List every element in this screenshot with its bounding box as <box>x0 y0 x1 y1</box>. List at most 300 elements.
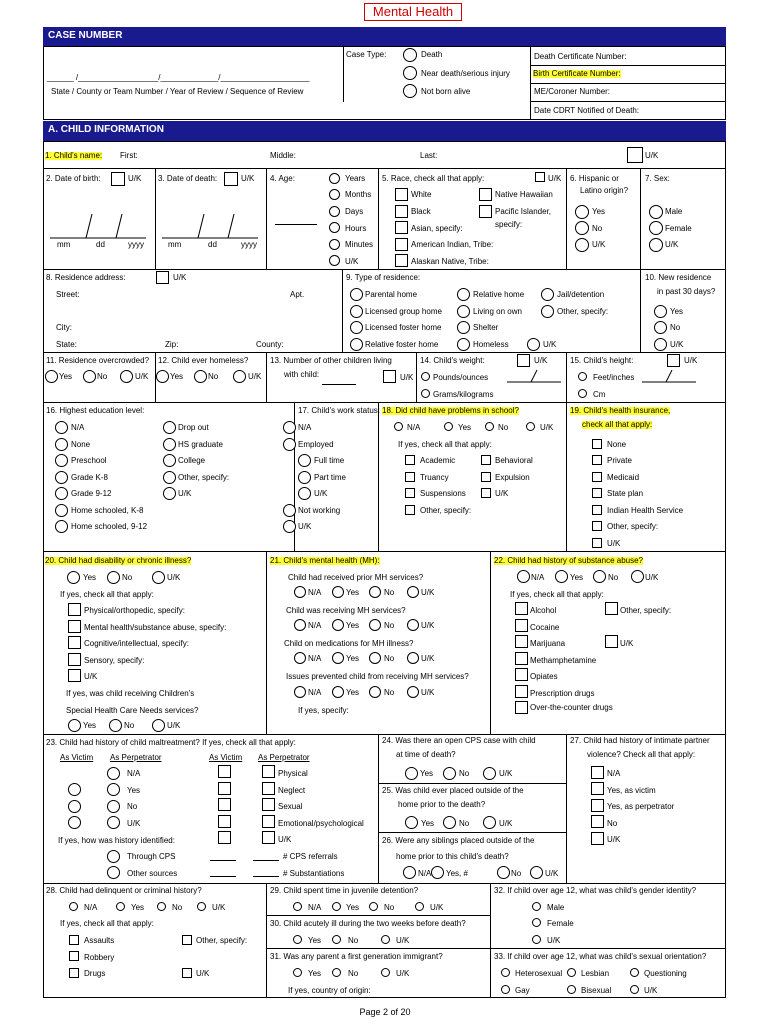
q17-emp-uk-radio[interactable] <box>298 487 311 500</box>
q23-sexual-victim-checkbox[interactable] <box>218 798 231 811</box>
q27-no-checkbox[interactable] <box>591 815 604 828</box>
q14-uk-checkbox[interactable] <box>517 354 530 367</box>
me-coroner-label: ME/Coroner Number: <box>534 87 611 96</box>
q2-uk-checkbox[interactable] <box>111 172 125 186</box>
q33-gay-radio[interactable] <box>501 985 510 994</box>
q23-emotional-victim-checkbox[interactable] <box>218 815 231 828</box>
q22-opiates-checkbox[interactable] <box>515 668 528 681</box>
q22-na-radio[interactable] <box>517 570 530 583</box>
q19-medicaid-checkbox[interactable] <box>592 472 602 482</box>
q6-uk-radio[interactable] <box>575 238 589 252</box>
birth-certificate-label: Birth Certificate Number: <box>533 69 621 78</box>
q18-uk-checkbox[interactable] <box>481 488 491 498</box>
q18-behavioral-label: Behavioral <box>495 456 533 465</box>
q4-minutes-radio[interactable] <box>329 239 340 250</box>
q30-yes-radio[interactable] <box>293 935 302 944</box>
q32-uk-radio[interactable] <box>532 935 541 944</box>
q27-victim-checkbox[interactable] <box>591 782 604 795</box>
q9-relative-home-radio[interactable] <box>457 288 470 301</box>
q16-college-label: College <box>178 456 206 465</box>
q33-questioning-radio[interactable] <box>630 968 639 977</box>
q15-height-field[interactable] <box>640 368 698 384</box>
q4-uk-radio[interactable] <box>329 255 340 266</box>
q28-other-label: Other, specify: <box>196 936 248 945</box>
q21-receiving-no-radio[interactable] <box>369 619 381 631</box>
q5-alaskan-label: Alaskan Native, Tribe: <box>411 257 489 266</box>
q5-pacific-specify: specify: <box>495 220 523 229</box>
q23-perp-no-radio[interactable] <box>107 800 120 813</box>
q21-receiving-yes-radio[interactable] <box>332 619 344 631</box>
q9-shelter-radio[interactable] <box>457 321 470 334</box>
q7-female-label: Female <box>665 224 692 233</box>
q29-uk-radio[interactable] <box>415 902 424 911</box>
q23-cps-radio[interactable] <box>107 850 120 863</box>
q5-american-indian-checkbox[interactable] <box>395 238 408 251</box>
q5-alaskan-checkbox[interactable] <box>395 254 408 267</box>
q21-prior-yes-radio[interactable] <box>332 586 344 598</box>
q12-label: 12. Child ever homeless? <box>158 356 249 365</box>
q25-yes-radio[interactable] <box>405 816 418 829</box>
q9-parental-radio[interactable] <box>350 288 363 301</box>
q20-yes-radio[interactable] <box>67 571 80 584</box>
q23-physical-victim-checkbox[interactable] <box>218 765 231 778</box>
q27-na-checkbox[interactable] <box>591 766 604 779</box>
q24-no-label: No <box>459 769 470 778</box>
q33-questioning-label: Questioning <box>644 969 687 978</box>
q20-mental-label: Mental health/substance abuse, specify: <box>84 623 227 632</box>
q22-other-label: Other, specify: <box>620 606 672 615</box>
q23-victim-no-radio[interactable] <box>68 800 81 813</box>
q15-feet-radio[interactable] <box>578 372 587 381</box>
q32-male-label: Male <box>547 903 565 912</box>
q2-date-slashes <box>48 210 148 240</box>
q20-physical-checkbox[interactable] <box>68 603 81 616</box>
q33-hetero-radio[interactable] <box>501 968 510 977</box>
q9-uk-radio[interactable] <box>527 338 540 351</box>
q21-prior-na-label: N/A <box>308 588 322 597</box>
q13-label2: with child: <box>284 370 320 379</box>
q20-uk-checkbox[interactable] <box>68 669 81 682</box>
q23-emotional-perp-checkbox[interactable] <box>262 815 275 828</box>
q1-middle-label: Middle: <box>270 151 296 160</box>
q28-assaults-checkbox[interactable] <box>69 935 79 945</box>
q31-yes-radio[interactable] <box>293 968 302 977</box>
q21-prior-na-radio[interactable] <box>294 586 306 598</box>
q12-no-radio[interactable] <box>194 370 207 383</box>
q4-minutes-label: Minutes <box>345 240 374 249</box>
q20-physical-label: Physical/orthopedic, specify: <box>84 606 185 615</box>
q12-yes-radio[interactable] <box>156 370 169 383</box>
q10-yes-radio[interactable] <box>654 305 667 318</box>
q25-label2: home prior to the death? <box>398 800 486 809</box>
q28-drugs-label: Drugs <box>84 969 106 978</box>
q26-na-label: N/A <box>418 869 432 878</box>
q21-label: 21. Child's mental health (MH): <box>270 556 380 565</box>
q23-perp-na-radio[interactable] <box>107 767 120 780</box>
q16-none-radio[interactable] <box>55 438 68 451</box>
q5-asian-label: Asian, specify: <box>411 224 463 233</box>
q8-county-label: County: <box>256 340 284 349</box>
q14-grams-label: Grams/kilograms <box>433 390 494 399</box>
q9-foster-radio[interactable] <box>350 321 363 334</box>
q13-uk-checkbox[interactable] <box>383 370 396 383</box>
q18-yes-label: Yes <box>458 423 472 432</box>
q3-yyyy: yyyy <box>241 240 257 249</box>
q16-college-radio[interactable] <box>163 454 176 467</box>
q21-issues-no-label: No <box>384 688 395 697</box>
q23-yes-label: Yes <box>127 786 141 795</box>
q19-ihs-label: Indian Health Service <box>607 506 684 515</box>
q19-stateplan-label: State plan <box>607 489 644 498</box>
q6-no-radio[interactable] <box>575 221 589 235</box>
case-type-death-radio[interactable] <box>403 48 417 62</box>
q21-meds-na-radio[interactable] <box>294 652 306 664</box>
q28-yes-radio[interactable] <box>116 902 125 911</box>
q1-uk-checkbox[interactable] <box>627 147 643 163</box>
q23-physical-perp-checkbox[interactable] <box>262 765 275 778</box>
q20-svc2: Special Health Care Needs services? <box>66 706 199 715</box>
q29-na-radio[interactable] <box>293 902 302 911</box>
q22-other-checkbox[interactable] <box>605 602 618 615</box>
q20-svc-no-radio[interactable] <box>109 719 122 732</box>
q9-parental-label: Parental home <box>365 290 418 299</box>
q22-meth-checkbox[interactable] <box>515 652 528 665</box>
q17-parttime-label: Part time <box>314 473 347 482</box>
q16-label: 16. Highest education level: <box>46 406 145 415</box>
q19-ihs-checkbox[interactable] <box>592 505 602 515</box>
q20-uk-radio[interactable] <box>152 571 165 584</box>
q23-sexual-perp-checkbox[interactable] <box>262 798 275 811</box>
q28-other-checkbox[interactable] <box>182 935 192 945</box>
q22-cocaine-checkbox[interactable] <box>515 619 528 632</box>
q18-behavioral-checkbox[interactable] <box>481 455 491 465</box>
q10-uk-radio[interactable] <box>654 338 667 351</box>
q17-employed-radio[interactable] <box>283 438 296 451</box>
q14-grams-radio[interactable] <box>421 389 430 398</box>
q22-opiates-label: Opiates <box>530 672 558 681</box>
q20-mental-checkbox[interactable] <box>68 620 81 633</box>
q24-yes-radio[interactable] <box>405 767 418 780</box>
q21-meds-na-label: N/A <box>308 654 322 663</box>
q28-robbery-checkbox[interactable] <box>69 951 79 961</box>
q23-perp-uk-radio[interactable] <box>107 816 120 829</box>
q30-no-radio[interactable] <box>332 935 341 944</box>
q20-sensory-label: Sensory, specify: <box>84 656 145 665</box>
q1-first-label: First: <box>120 151 138 160</box>
q23-perp-yes-radio[interactable] <box>107 783 120 796</box>
q19-private-label: Private <box>607 456 632 465</box>
q19-other-checkbox[interactable] <box>592 521 602 531</box>
q33-bisexual-radio[interactable] <box>567 985 576 994</box>
q33-lesbian-radio[interactable] <box>567 968 576 977</box>
q5-label: 5. Race, check all that apply: <box>382 174 485 183</box>
q6-label2: Latino origin? <box>580 186 629 195</box>
q22-uk-checkbox[interactable] <box>605 635 618 648</box>
q21-meds-no-radio[interactable] <box>369 652 381 664</box>
q23-uk-victim-checkbox[interactable] <box>218 831 231 844</box>
q22-cocaine-label: Cocaine <box>530 623 560 632</box>
q22-no-radio[interactable] <box>593 570 606 583</box>
q21-meds-yes-radio[interactable] <box>332 652 344 664</box>
q22-yes-label: Yes <box>570 573 584 582</box>
q22-otc-checkbox[interactable] <box>515 701 528 714</box>
q8-apt-label: Apt. <box>290 290 305 299</box>
q17-fulltime-radio[interactable] <box>298 454 311 467</box>
q20-no-radio[interactable] <box>107 571 120 584</box>
q26-uk-radio[interactable] <box>530 866 543 879</box>
q15-cm-label: Cm <box>593 390 606 399</box>
q3-date-slashes <box>160 210 260 240</box>
q9-other-label: Other, specify: <box>557 307 609 316</box>
q13-uk-label: U/K <box>400 373 414 382</box>
q23-cps-label: Through CPS <box>127 852 176 861</box>
q5-asian-checkbox[interactable] <box>395 221 408 234</box>
q18-na-radio[interactable] <box>394 422 403 431</box>
q21-prior-label: Child had received prior MH services? <box>288 573 424 582</box>
q4-days-radio[interactable] <box>329 206 340 217</box>
q22-uk-radio[interactable] <box>631 570 644 583</box>
q9-living-own-radio[interactable] <box>457 305 470 318</box>
q32-male-radio[interactable] <box>532 902 541 911</box>
q19-private-checkbox[interactable] <box>592 455 602 465</box>
q28-uk-radio[interactable] <box>197 902 206 911</box>
q10-no-radio[interactable] <box>654 321 667 334</box>
q7-uk-radio[interactable] <box>649 238 663 252</box>
q19-none-label: None <box>607 440 627 449</box>
q27-perp-checkbox[interactable] <box>591 799 604 812</box>
q24-no-radio[interactable] <box>443 767 456 780</box>
q18-yes-radio[interactable] <box>444 422 453 431</box>
q6-label: 6. Hispanic or <box>570 174 619 183</box>
q16-k8-label: Grade K-8 <box>71 473 108 482</box>
q7-male-radio[interactable] <box>649 205 663 219</box>
q18-no-radio[interactable] <box>485 422 494 431</box>
q9-jail-label: Jail/detention <box>557 290 605 299</box>
q17-parttime-radio[interactable] <box>298 471 311 484</box>
q11-no-label: No <box>97 372 108 381</box>
q16-home-k8-radio[interactable] <box>55 504 68 517</box>
q22-marijuana-checkbox[interactable] <box>515 635 528 648</box>
q17-uk-radio[interactable] <box>283 520 296 533</box>
q28-items-uk-label: U/K <box>196 969 210 978</box>
q9-group-home-radio[interactable] <box>350 305 363 318</box>
q23-neglect-victim-checkbox[interactable] <box>218 782 231 795</box>
q19-none-checkbox[interactable] <box>592 439 602 449</box>
q29-yes-label: Yes <box>346 903 360 912</box>
q19-stateplan-checkbox[interactable] <box>592 488 602 498</box>
q21-receiving-na-label: N/A <box>308 621 322 630</box>
q21-prior-uk-label: U/K <box>421 588 435 597</box>
q23-uk-perp-checkbox[interactable] <box>262 831 275 844</box>
q21-receiving-na-radio[interactable] <box>294 619 306 631</box>
q16-na-radio[interactable] <box>55 421 68 434</box>
q21-issues-uk-radio[interactable] <box>407 686 419 698</box>
q16-dropout-radio[interactable] <box>163 421 176 434</box>
q11-uk-label: U/K <box>135 372 149 381</box>
q4-hours-radio[interactable] <box>329 222 340 233</box>
q16-k8-radio[interactable] <box>55 471 68 484</box>
q20-svc-uk-radio[interactable] <box>152 719 165 732</box>
q17-notworking-radio[interactable] <box>283 504 296 517</box>
q21-issues-no-radio[interactable] <box>369 686 381 698</box>
q13-label: 13. Number of other children living <box>270 356 392 365</box>
q26-no-radio[interactable] <box>497 866 510 879</box>
q21-meds-no-label: No <box>384 654 395 663</box>
q11-no-radio[interactable] <box>83 370 96 383</box>
case-type-not-born-radio[interactable] <box>403 84 417 98</box>
q29-yes-radio[interactable] <box>332 902 341 911</box>
q20-cognitive-checkbox[interactable] <box>68 636 81 649</box>
q9-jail-radio[interactable] <box>541 288 554 301</box>
q20-uk-label: U/K <box>167 573 181 582</box>
q29-na-label: N/A <box>308 903 322 912</box>
q31-no-label: No <box>348 969 359 978</box>
q23-other-sources-radio[interactable] <box>107 866 120 879</box>
q9-label: 9. Type of residence: <box>346 273 421 282</box>
q20-svc-yes-radio[interactable] <box>68 719 81 732</box>
q18-expulsion-checkbox[interactable] <box>481 472 491 482</box>
q9-other-radio[interactable] <box>541 305 554 318</box>
q21-meds-uk-radio[interactable] <box>407 652 419 664</box>
q8-uk-checkbox[interactable] <box>156 271 169 284</box>
q3-uk-checkbox[interactable] <box>224 172 238 186</box>
q14-pounds-radio[interactable] <box>421 372 430 381</box>
q23-victim-yes-radio[interactable] <box>68 783 81 796</box>
q9-homeless-radio[interactable] <box>457 338 470 351</box>
q5-black-label: Black <box>411 207 431 216</box>
q21-receiving-uk-radio[interactable] <box>407 619 419 631</box>
q18-truancy-checkbox[interactable] <box>405 472 415 482</box>
q1-last-label: Last: <box>420 151 438 160</box>
q26-na-radio[interactable] <box>403 866 416 879</box>
q17-employed-label: Employed <box>298 440 334 449</box>
q4-months-radio[interactable] <box>329 189 340 200</box>
q27-uk-checkbox[interactable] <box>591 832 604 845</box>
q33-bisexual-label: Bisexual <box>581 986 612 995</box>
q31-uk-radio[interactable] <box>381 968 390 977</box>
q9-foster-label: Licensed foster home <box>365 323 442 332</box>
q21-issues-yes-radio[interactable] <box>332 686 344 698</box>
q21-issues-label: Issues prevented child from receiving MH services? <box>286 672 469 681</box>
q31-yes-label: Yes <box>308 969 322 978</box>
q28-no-radio[interactable] <box>157 902 166 911</box>
q25-no-radio[interactable] <box>443 816 456 829</box>
q16-home-9-12-radio[interactable] <box>55 520 68 533</box>
q12-uk-label: U/K <box>248 372 262 381</box>
q4-years-label: Years <box>345 174 366 183</box>
child-information-header: A. CHILD INFORMATION <box>43 121 726 141</box>
q17-emp-uk-label: U/K <box>314 489 328 498</box>
q18-academic-checkbox[interactable] <box>405 455 415 465</box>
q20-sensory-checkbox[interactable] <box>68 653 81 666</box>
q15-uk-checkbox[interactable] <box>667 354 680 367</box>
q17-na-radio[interactable] <box>283 421 296 434</box>
q27-victim-label: Yes, as victim <box>607 786 656 795</box>
q33-hetero-label: Heterosexual <box>515 969 563 978</box>
q23-physical-label: Physical <box>278 769 308 778</box>
q4-label: 4. Age: <box>270 174 295 183</box>
q28-na-radio[interactable] <box>69 902 78 911</box>
q19-uk-checkbox[interactable] <box>592 538 602 548</box>
q21-prior-no-radio[interactable] <box>369 586 381 598</box>
q32-female-radio[interactable] <box>532 918 541 927</box>
q4-years-radio[interactable] <box>329 173 340 184</box>
case-type-near-death-radio[interactable] <box>403 66 417 80</box>
q5-white-checkbox[interactable] <box>395 188 408 201</box>
case-type-not-born-label: Not born alive <box>421 87 471 96</box>
q12-no-label: No <box>208 372 219 381</box>
q16-preschool-radio[interactable] <box>55 454 68 467</box>
q14-weight-field[interactable] <box>505 368 563 384</box>
q31-no-radio[interactable] <box>332 968 341 977</box>
q6-yes-radio[interactable] <box>575 205 589 219</box>
q18-other-checkbox[interactable] <box>405 505 415 515</box>
q33-uk-radio[interactable] <box>630 985 639 994</box>
q16-uk-radio[interactable] <box>163 487 176 500</box>
q8-street-label: Street: <box>56 290 80 299</box>
q18-uk-label: U/K <box>540 423 554 432</box>
q5-uk-checkbox[interactable] <box>535 172 545 182</box>
q5-pacific-checkbox[interactable] <box>479 205 492 218</box>
q5-uk-label: U/K <box>548 174 562 183</box>
q12-uk-radio[interactable] <box>233 370 246 383</box>
q9-relative-foster-label: Relative foster home <box>365 340 439 349</box>
q31-country-label: If yes, country of origin: <box>288 986 371 995</box>
q33-label: 33. If child over age 12, what was child's sexual orientation? <box>494 952 707 961</box>
q23-neglect-perp-checkbox[interactable] <box>262 782 275 795</box>
q26-yes-radio[interactable] <box>431 866 444 879</box>
q28-no-label: No <box>172 903 183 912</box>
q9-relative-foster-radio[interactable] <box>350 338 363 351</box>
q22-alcohol-checkbox[interactable] <box>515 602 528 615</box>
q28-uk-checkbox[interactable] <box>182 968 192 978</box>
page-number: Page 2 of 20 <box>359 1007 411 1017</box>
q7-female-radio[interactable] <box>649 221 663 235</box>
q24-label: 24. Was there an open CPS case with child <box>382 736 536 745</box>
q20-items-uk-label: U/K <box>84 672 98 681</box>
q9-shelter-label: Shelter <box>473 323 499 332</box>
q25-uk-radio[interactable] <box>483 816 496 829</box>
q16-dropout-label: Drop out <box>178 423 209 432</box>
q30-uk-label: U/K <box>396 936 410 945</box>
q24-uk-radio[interactable] <box>483 767 496 780</box>
q21-prior-uk-radio[interactable] <box>407 586 419 598</box>
q11-uk-radio[interactable] <box>120 370 133 383</box>
q22-yes-radio[interactable] <box>555 570 568 583</box>
q21-issues-yes-label: Yes <box>346 688 360 697</box>
q3-dd: dd <box>208 240 217 249</box>
q28-drugs-checkbox[interactable] <box>69 968 79 978</box>
q21-issues-uk-label: U/K <box>421 688 435 697</box>
q23-victim-uk-radio[interactable] <box>68 816 81 829</box>
q29-no-radio[interactable] <box>369 902 378 911</box>
q8-state-label: State: <box>56 340 77 349</box>
q5-hawaiian-checkbox[interactable] <box>479 188 492 201</box>
q22-prescription-checkbox[interactable] <box>515 685 528 698</box>
q16-hs-grad-radio[interactable] <box>163 438 176 451</box>
q21-issues-na-radio[interactable] <box>294 686 306 698</box>
q30-uk-radio[interactable] <box>381 935 390 944</box>
q16-other-radio[interactable] <box>163 471 176 484</box>
q16-9-12-radio[interactable] <box>55 487 68 500</box>
q15-cm-radio[interactable] <box>578 389 587 398</box>
q1-uk-label: U/K <box>645 151 659 160</box>
q19-medicaid-label: Medicaid <box>607 473 640 482</box>
q18-uk-radio[interactable] <box>526 422 535 431</box>
q18-suspensions-checkbox[interactable] <box>405 488 415 498</box>
q5-black-checkbox[interactable] <box>395 205 408 218</box>
q11-yes-radio[interactable] <box>45 370 58 383</box>
